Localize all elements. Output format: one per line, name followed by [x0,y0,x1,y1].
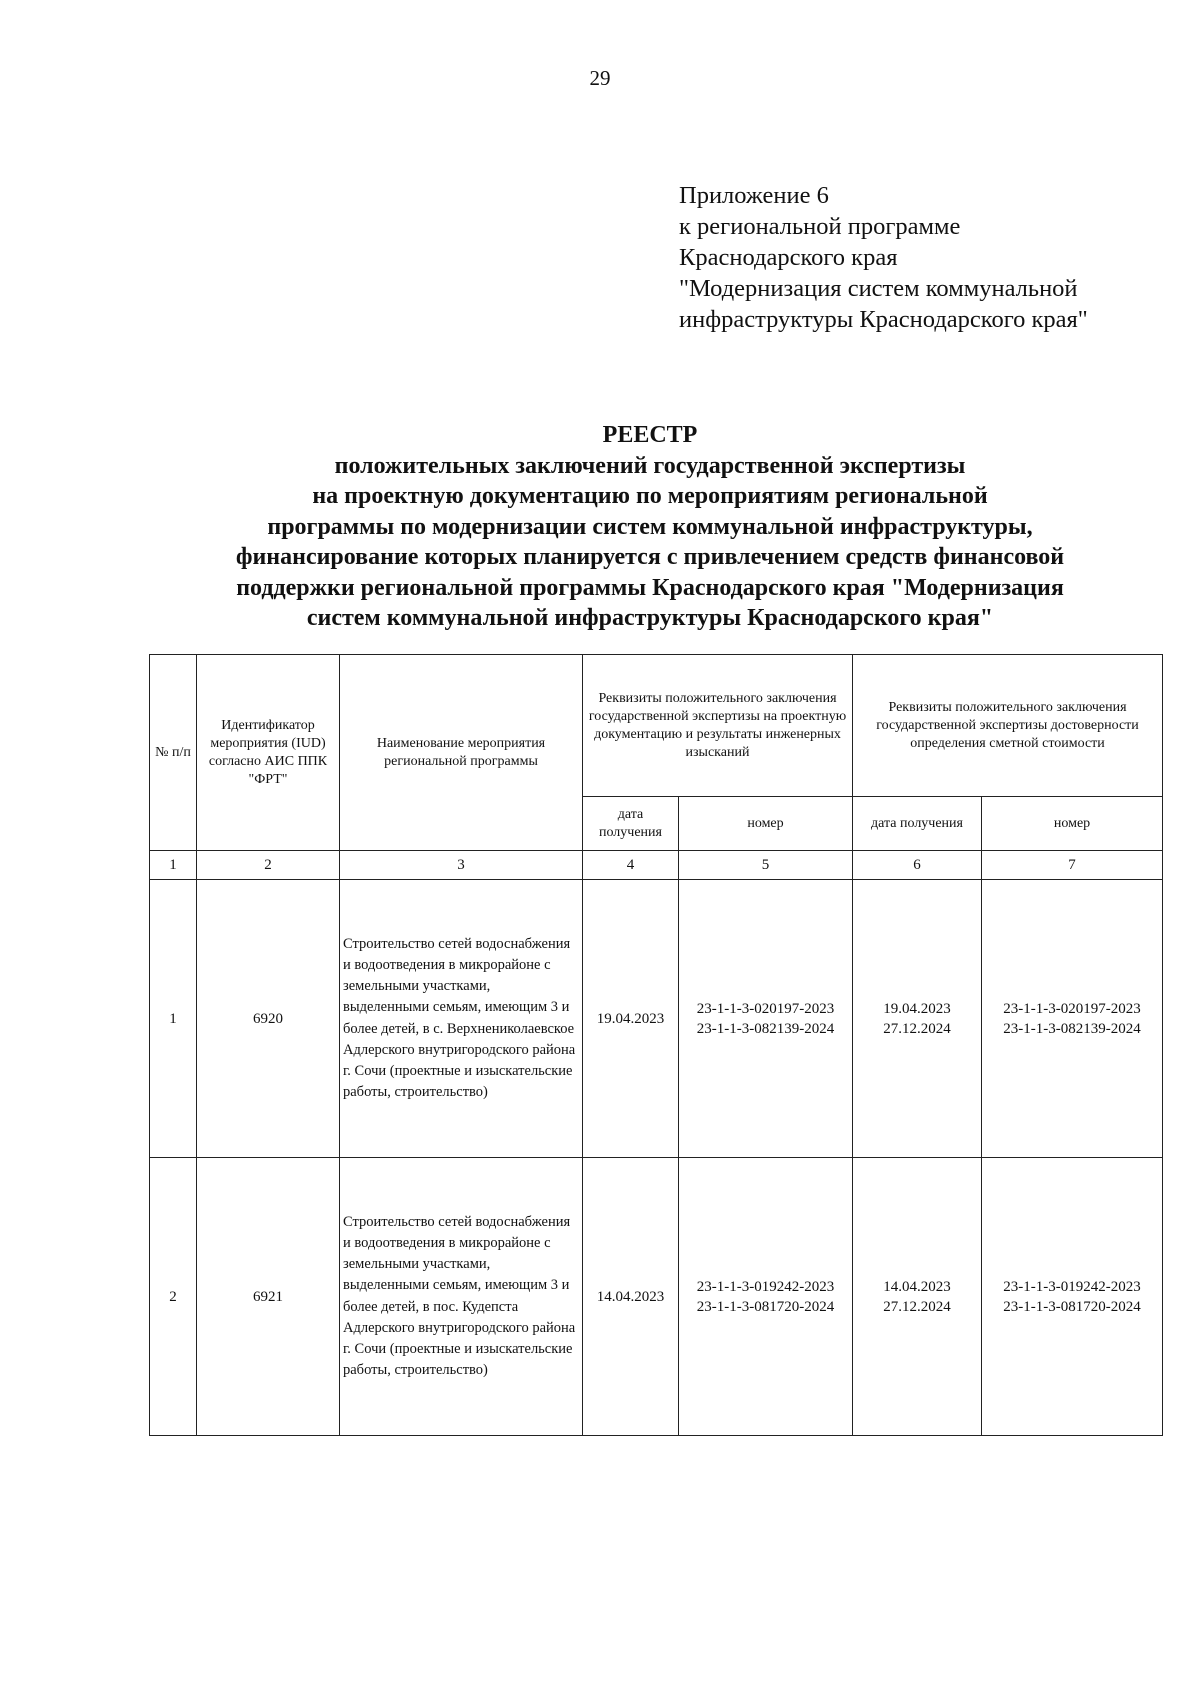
conclusion-number: 23-1-1-3-082139-2024 [1003,1020,1141,1037]
row-number [982,1158,1163,1436]
header-estimate-expertise: Реквизиты положительного заключения государственной экспертизы достоверности определения сметной стоимости [853,655,1163,797]
title-line: систем коммунальной инфраструктуры Краснодарского края" [306,605,994,631]
document-title [150,420,1150,634]
conclusion-date: 27.12.2024 [883,1298,951,1315]
appendix-line: Краснодарского края [679,244,898,271]
appendix-line: к региональной программе [679,213,961,240]
header-identifier: Идентификатор мероприятия (IUD) согласно АИС ППК "ФРТ" [197,655,340,851]
table-row [150,1158,1163,1436]
conclusion-date: 14.04.2023 [883,1278,951,1295]
conclusion-date: 19.04.2023 [883,1000,951,1017]
conclusion-number: 23-1-1-3-020197-2023 [696,1000,835,1017]
appendix-line: инфраструктуры Краснодарского края" [679,306,1088,333]
conclusion-number: 23-1-1-3-081720-2024 [696,1298,835,1315]
row-number [679,1158,853,1436]
appendix-line: "Модернизация систем коммунальной [679,275,1078,302]
conclusion-date: 27.12.2024 [883,1020,951,1037]
table-row [150,880,1163,1158]
header-name: Наименование мероприятия региональной программы [340,655,583,851]
row-identifier: 6921 [197,1158,340,1436]
conclusion-number: 23-1-1-3-081720-2024 [1003,1298,1141,1315]
title-line: поддержки региональной программы Краснодарского края "Модернизация [236,574,1064,601]
header-date-received: дата получения [853,797,982,851]
header-date-received: дата получения [583,797,679,851]
appendix-line: Приложение 6 [679,182,829,209]
row-num: 2 [150,1158,197,1436]
column-number: 5 [679,851,853,880]
header-num: № п/п [150,655,197,851]
row-event-name: Строительство сетей водоснабжения и водоотведения в микрорайоне с земельными участками, выделенными семьям, имеющим 3 и более детей, в с. Верхнениколаевское Адлерского внутригородского района г. Сочи (проектные и изыскательские работы, строительство) [340,880,583,1158]
column-number: 4 [583,851,679,880]
row-date-received: 14.04.2023 [583,1158,679,1436]
conclusion-number: 23-1-1-3-082139-2024 [696,1020,835,1037]
conclusion-number: 23-1-1-3-020197-2023 [1003,1000,1141,1017]
header-number: номер [679,797,853,851]
conclusion-number: 23-1-1-3-019242-2023 [1003,1278,1141,1295]
column-number: 1 [150,851,197,880]
row-date-received: 19.04.2023 [583,880,679,1158]
header-number: номер [982,797,1163,851]
column-number: 6 [853,851,982,880]
row-num: 1 [150,880,197,1158]
header-project-expertise: Реквизиты положительного заключения государственной экспертизы на проектную документацию и результаты инженерных изысканий [583,655,853,797]
row-identifier: 6920 [197,880,340,1158]
conclusion-number: 23-1-1-3-019242-2023 [696,1278,835,1295]
appendix-note [679,180,1088,335]
row-date-received [853,880,982,1158]
row-number [982,880,1163,1158]
row-number [679,880,853,1158]
column-number: 7 [982,851,1163,880]
title-line: программы по модернизации систем коммунальной инфраструктуры, [267,513,1033,540]
registry-table [149,654,1163,1436]
title-heading: РЕЕСТР [602,422,698,448]
row-date-received [853,1158,982,1436]
row-event-name: Строительство сетей водоснабжения и водоотведения в микрорайоне с земельными участками, выделенными семьям, имеющим 3 и более детей, в пос. Кудепста Адлерского внутригородского района г. Сочи (проектные и изыскательские работы, строительство) [340,1158,583,1436]
title-line: на проектную документацию по мероприятиям региональной [312,483,988,509]
column-number: 2 [197,851,340,880]
title-line: положительных заключений государственной экспертизы [334,452,966,479]
page-number: 29 [589,66,611,90]
column-number: 3 [340,851,583,880]
title-line: финансирование которых планируется с привлечением средств финансовой [235,544,1065,570]
